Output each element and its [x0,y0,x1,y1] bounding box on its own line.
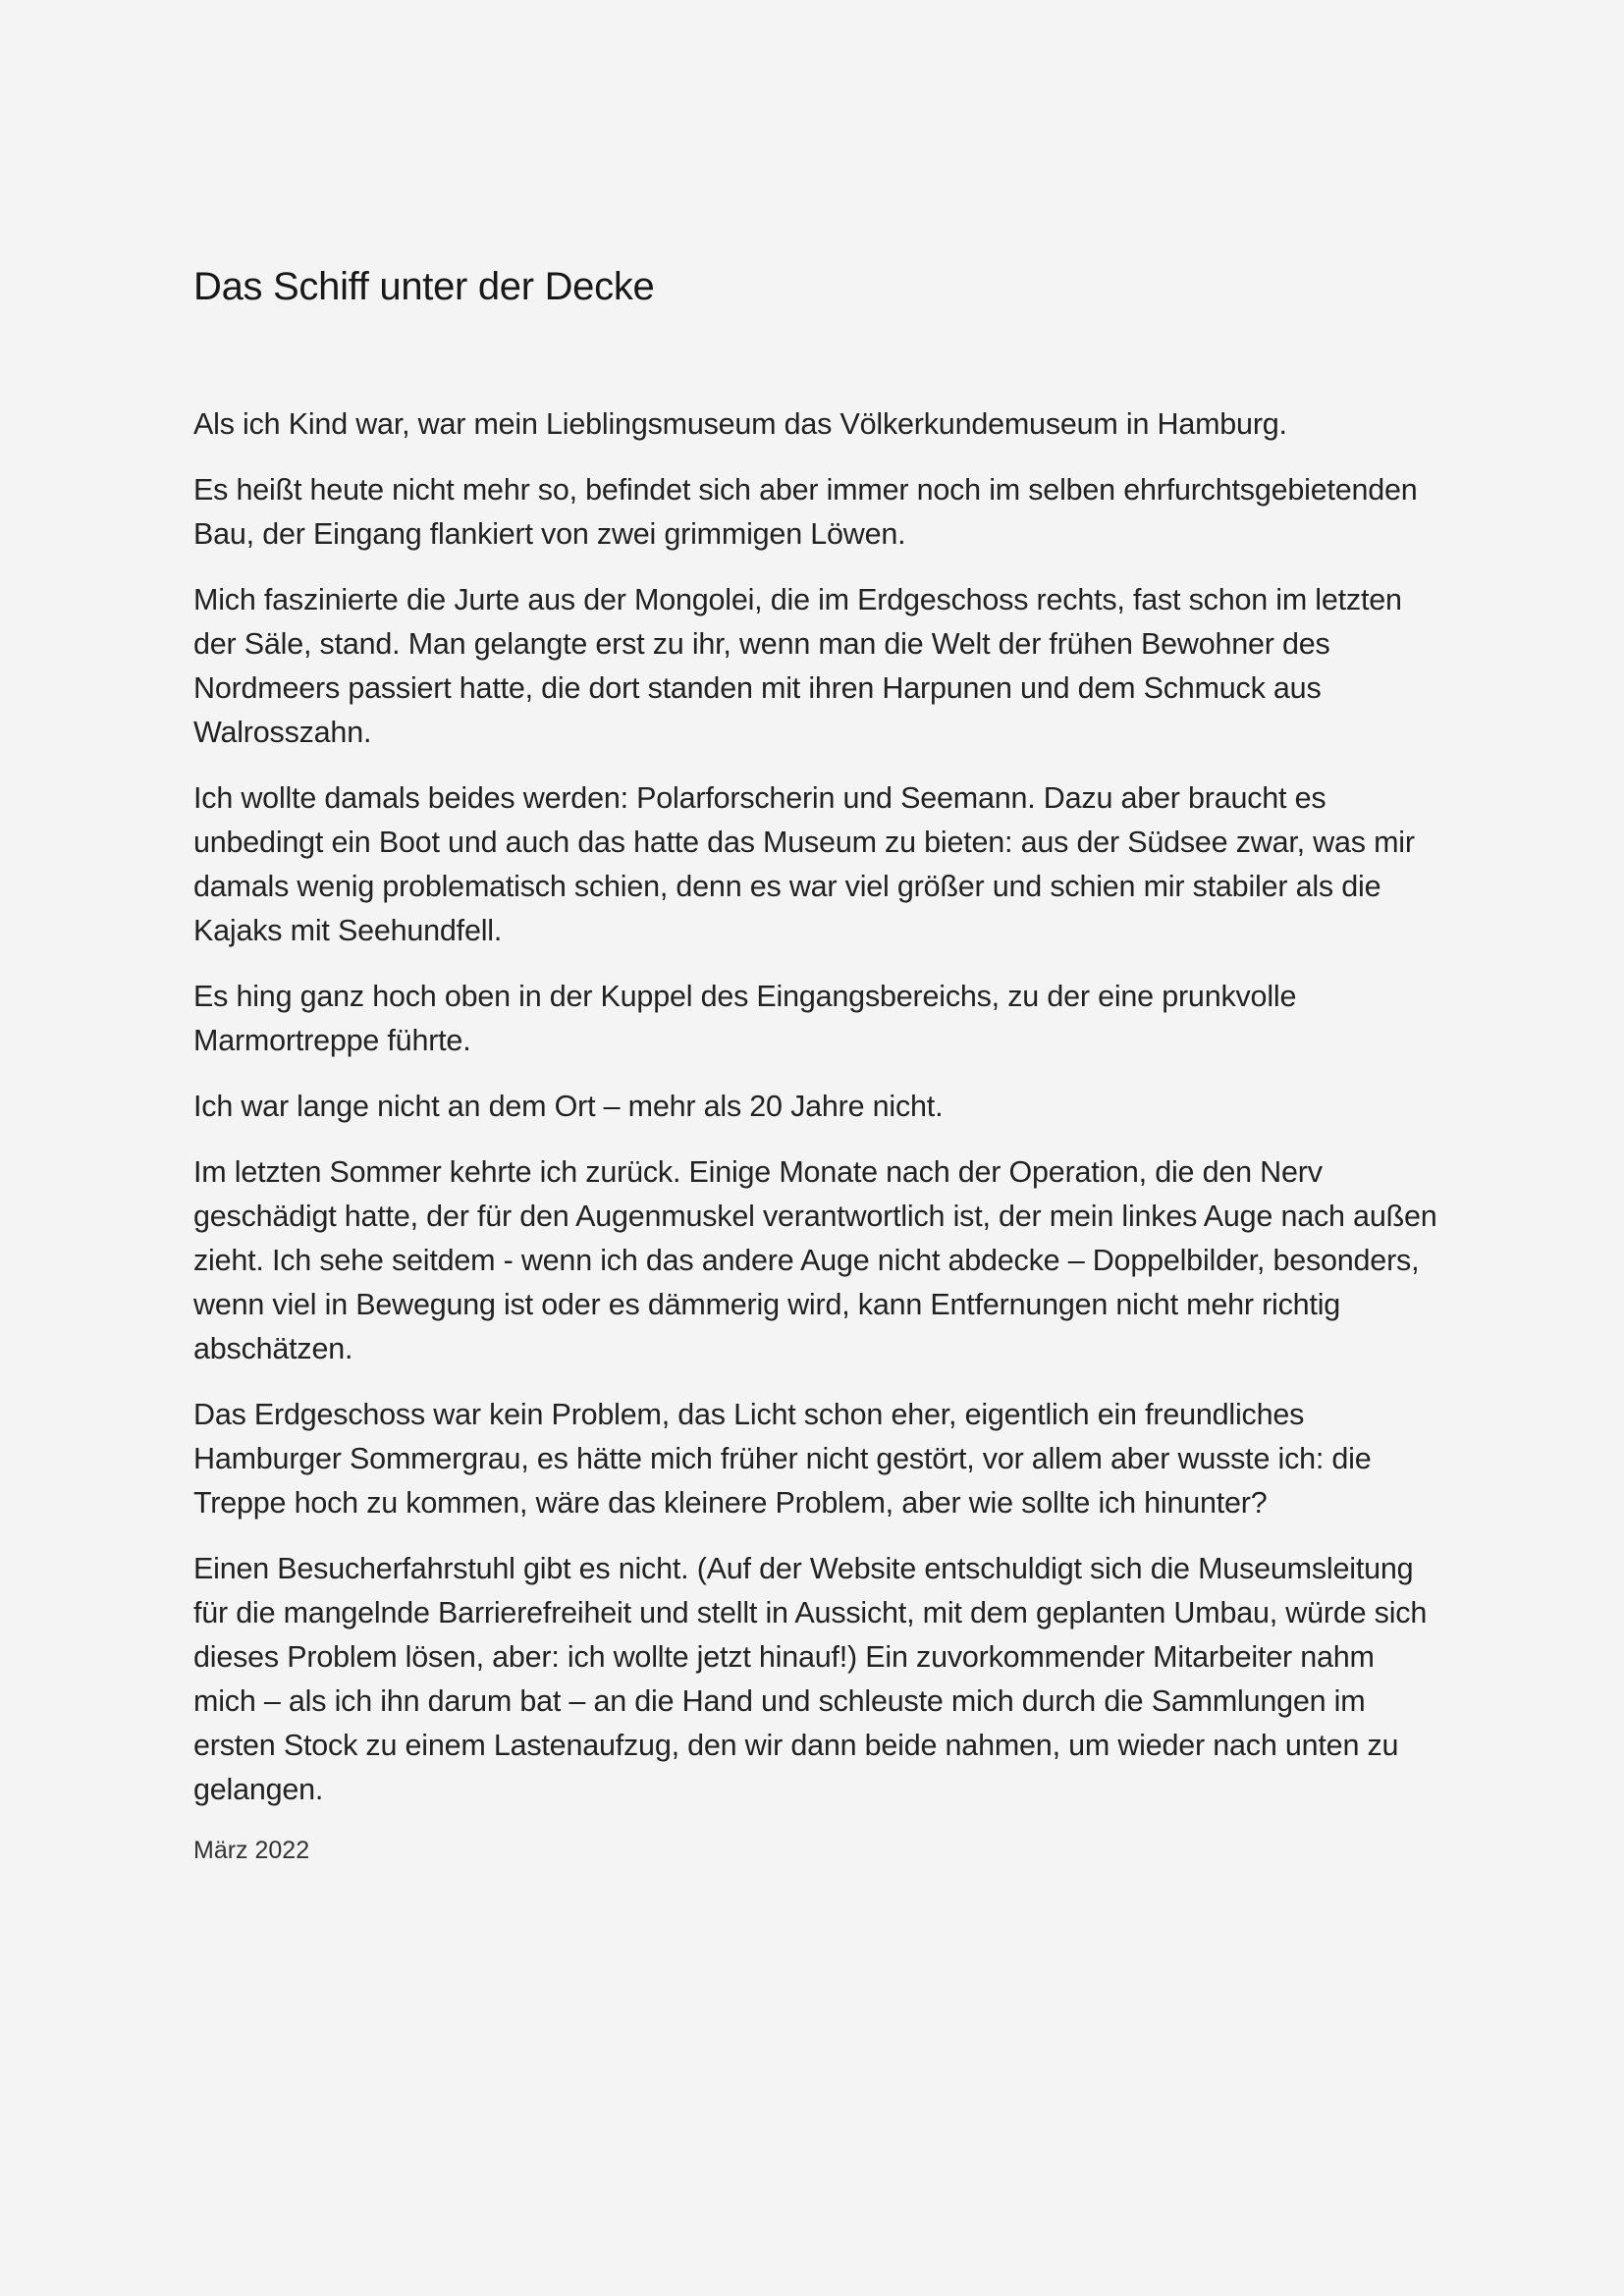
page-title: Das Schiff unter der Decke [193,265,655,308]
paragraph: Einen Besucherfahrstuhl gibt es nicht. (Auf der Website entschuldigt sich die Museumsleitung für die mangelnde Barrierefreiheit und stellt in Aussicht, mit dem geplanten Umbau, würde sich dieses Problem lösen, aber: ich wollte jetzt hinauf!) Ein zuvorkommender Mitarbeiter nahm mich – als ich ihn darum bat – an die Hand und schleuste mich durch die Sammlungen im ersten Stock zu einem Lastenaufzug, den wir dann beide nahmen, um wieder nach unten zu gelangen. [193,1552,1428,1806]
paragraph: Im letzten Sommer kehrte ich zurück. Einige Monate nach der Operation, die den Nerv geschädigt hatte, der für den Augenmuskel verantwortlich ist, der mein linkes Auge nach außen zieht. Ich sehe seitdem - wenn ich das andere Auge nicht abdecke – Doppelbilder, besonders, wenn viel in Bewegung ist oder es dämmerig wird, kann Entfernungen nicht mehr richtig abschätzen. [193,1155,1437,1365]
paragraph: Als ich Kind war, war mein Lieblingsmuseum das Völkerkundemuseum in Hamburg. [193,407,1287,441]
document-page [193,257,1440,1867]
paragraph: Ich war lange nicht an dem Ort – mehr als 20 Jahre nicht. [193,1090,944,1123]
paragraph: Es heißt heute nicht mehr so, befindet sich aber immer noch im selben ehrfurchtsgebietenden Bau, der Eingang flankiert von zwei grimmigen Löwen. [193,473,1418,551]
paragraph: Mich faszinierte die Jurte aus der Mongolei, die im Erdgeschoss rechts, fast schon im letzten der Säle, stand. Man gelangte erst zu ihr, wenn man die Welt der frühen Bewohner des Nordmeers passiert hatte, die dort standen mit ihren Harpunen und dem Schmuck aus Walrosszahn. [193,583,1402,749]
paragraph: Ich wollte damals beides werden: Polarforscherin und Seemann. Dazu aber braucht es unbedingt ein Boot und auch das hatte das Museum zu bieten: aus der Südsee zwar, was mir damals wenig problematisch schien, denn es war viel größer und schien mir stabiler als die Kajaks mit Seehundfell. [193,781,1415,947]
publication-date: März 2022 [193,1837,310,1864]
document-body [193,402,1440,1867]
paragraph: Es hing ganz hoch oben in der Kuppel des Eingangsbereichs, zu der eine prunkvolle Marmortreppe führte. [193,980,1297,1057]
paragraph: Das Erdgeschoss war kein Problem, das Licht schon eher, eigentlich ein freundliches Hamburger Sommergrau, es hätte mich früher nicht gestört, vor allem aber wusste ich: die Treppe hoch zu kommen, wäre das kleinere Problem, aber wie sollte ich hinunter? [193,1398,1372,1520]
